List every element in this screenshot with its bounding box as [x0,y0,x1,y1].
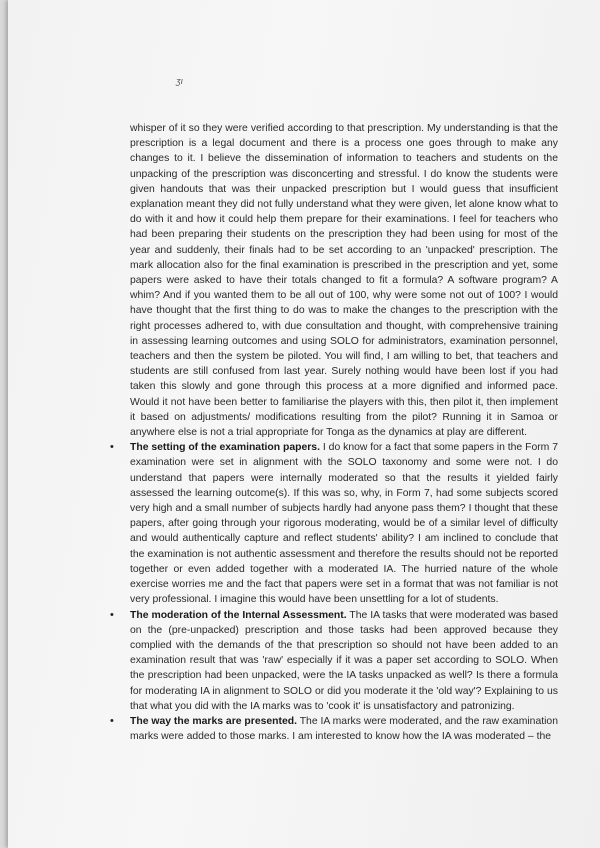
point-heading: The way the marks are presented. [130,715,297,727]
document-body [110,121,559,744]
point-body: I do know for a fact that some papers in the Form 7 examination were set in alignment with the SOLO taxonomy and some were not. I do understand that papers were internally moderated so that the results it yielded fairly assessed the learning outcome(s). If this was so, why, in Form 7, had some subjects scored very high and a small number of subjects hardly had anyone pass them? I thought that these papers, after going through your rigorous moderating, would be of a similar level of difficulty and would authentically capture and reflect students' ability? I am inclined to conclude that the examination is not authentic assessment and therefore the results should not be reported together or even added together with a moderated IA. The hurried nature of the whole exercise worries me and the fact that papers were set in a format that was not familiar is not very professional. I imagine this would have been unsettling for a lot of students. [130,442,559,606]
page-mark: ʒı [176,76,184,86]
point-heading: The setting of the examination papers. [130,442,320,454]
list-item-exam-papers [110,440,559,607]
document-page [8,0,600,848]
bullet-icon: • [110,441,114,454]
bullet-list [110,440,559,744]
intro-paragraph: whisper of it so they were verified according to that prescription. My understanding is that the prescription is a legal document and there is a process one goes through to make any changes to it. I believe the dissemination of information to teachers and students on the unpacking of the prescription was disconcerting and stressful. I do know the students were given handouts that was their unpacked prescription but I would guess that insufficient explanation meant they did not fully understand what they were given, let alone know what to do with it and how it could help them prepare for their examinations. I feel for teachers who had been preparing their students on the prescription they had been using for most of the year and suddenly, their finals had to be set according to an 'unpacked' prescription. The mark allocation also for the final examination is prescribed in the prescription and yet, some papers were asked to have their totals changed to fit a formula? A software program? A whim? And if you wanted them to be all out of 100, why were some not out of 100? I would have thought that the first thing to do was to make the changes to the prescription with the right processes adhered to, with due consultation and thought, with comprehensive training in assessing learning outcomes and using SOLO for administrators, examination personnel, teachers and then the system be piloted. You will find, I am willing to bet, that teachers and students are still confused from last year. Surely nothing would have been lost if you had taken this slowly and gone through this process at a more dignified and informed pace. Would it not have been better to familiarise the players with this, then pilot it, then implement it based on adjustments/ modifications resulting from the pilot? Running it in Samoa or anywhere else is not a trial appropriate for Tonga as the dynamics at play are different. [130,123,558,439]
list-item-ia-moderation [110,608,558,714]
point-body: The IA marks were moderated, and the raw examination marks were added to those marks. I am interested to know how the IA was moderated – the [130,715,558,743]
bullet-icon: • [110,714,114,727]
bullet-icon: • [110,608,114,621]
point-heading: The moderation of the Internal Assessment. [130,609,347,621]
list-item-marks-presented [110,714,558,744]
point-body: The IA tasks that were moderated was based on the (pre-unpacked) prescription and those tasks had been approved because they complied with the demands of the that prescription so should not have been added to an examination result that was 'raw' especially if it was a paper set according to SOLO. When the prescription had been unpacked, were the IA tasks unpacked as well? Is there a formula for moderating IA in alignment to SOLO or did you moderate it the 'old way'? Explaining to us that what you did with the IA marks was to 'cook it' is unsatisfactory and patronizing. [130,609,558,712]
